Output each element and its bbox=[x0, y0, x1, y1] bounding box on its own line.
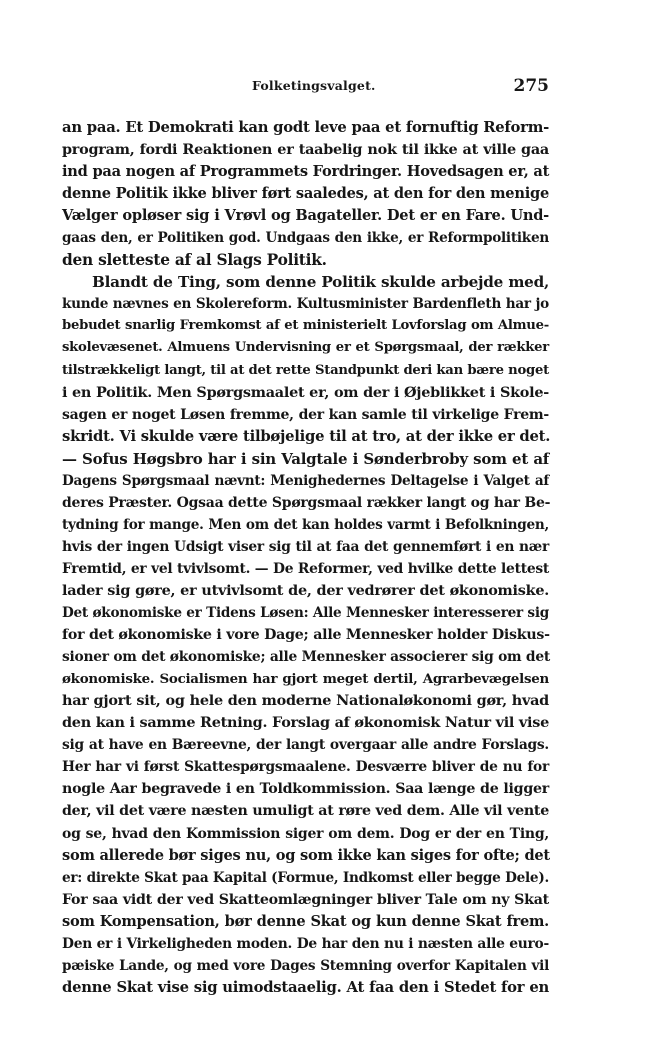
text-line: bebudet snarlig Fremkomst af et ministerielt Lovforslag om Almue- bbox=[62, 318, 549, 334]
text-line: For saa vidt der ved Skatteomlægninger bliver Tale om ny Skat bbox=[62, 891, 549, 908]
text-line: skolevæsenet. Almuens Undervisning er et Spørgsmaal, der rækker bbox=[62, 340, 549, 356]
text-line: som Kompensation, bør denne Skat og kun denne Skat frem. bbox=[62, 912, 549, 930]
page-number: 275 bbox=[513, 76, 549, 96]
text-line: ind paa nogen af Programmets Fordringer. Hovedsagen er, at bbox=[62, 163, 550, 181]
text-line: og se, hvad den Kommission siger om dem. Dog er der en Ting, bbox=[62, 825, 549, 842]
text-line: sig at have en Bæreevne, der langt overgaar alle andre Forslags. bbox=[62, 737, 549, 754]
text-line: tydning for mange. Men om det kan holdes varmt i Befolkningen, bbox=[62, 516, 549, 533]
text-line: hvis der ingen Udsigt viser sig til at faa det gennemført i en nær bbox=[62, 538, 549, 555]
text-line: i en Politik. Men Spørgsmaalet er, om der i Øjeblikket i Skole- bbox=[62, 383, 549, 401]
text-line: har gjort sit, og hele den moderne Nationaløkonomi gør, hvad bbox=[62, 692, 549, 710]
text-line: er: direkte Skat paa Kapital (Formue, Indkomst eller begge Dele). bbox=[62, 869, 549, 886]
running-title: Folketingsvalget. bbox=[252, 78, 376, 93]
page-header bbox=[62, 76, 549, 100]
text-line: — Sofus Høgsbro har i sin Valgtale i Sønderbroby som et af bbox=[62, 449, 549, 468]
text-line: kunde nævnes en Skolereform. Kultusminister Bardenfleth har jo bbox=[62, 296, 549, 313]
text-line: deres Præster. Ogsaa dette Spørgsmaal rækker langt og har Be- bbox=[62, 494, 551, 511]
text-line: den kan i samme Retning. Forslag af økonomisk Natur vil vise bbox=[62, 714, 549, 732]
text-line: Her har vi først Skattespørgsmaalene. Desværre bliver de nu for bbox=[62, 759, 549, 776]
text-line: for det økonomiske i vore Dage; alle Mennesker holder Diskus- bbox=[62, 627, 550, 644]
text-line: an paa. Et Demokrati kan godt leve paa et fornuftig Reform- bbox=[62, 119, 549, 136]
text-line: Fremtid, er vel tvivlsomt. — De Reformer, ved hvilke dette lettest bbox=[62, 560, 549, 577]
text-line: lader sig gøre, er utvivlsomt de, der vedrører det økonomiske. bbox=[62, 581, 549, 599]
text-line: skridt. Vi skulde være tilbøjelige til at tro, at der ikke er det. bbox=[62, 427, 551, 445]
text-line: økonomiske. Socialismen har gjort meget dertil, Agrarbevægelsen bbox=[62, 671, 549, 688]
text-line: Blandt de Ting, som denne Politik skulde arbejde med, bbox=[92, 273, 549, 292]
text-line: Det økonomiske er Tidens Løsen: Alle Mennesker interesserer sig bbox=[62, 605, 549, 622]
text-line: Vælger opløser sig i Vrøvl og Bagateller. Det er en Fare. Und- bbox=[62, 207, 549, 225]
text-line: sagen er noget Løsen fremme, der kan samle til virkelige Frem- bbox=[62, 406, 549, 423]
text-line: nogle Aar begravede i en Toldkommission. Saa længe de ligger bbox=[62, 781, 549, 798]
body-text bbox=[62, 117, 549, 999]
text-line: gaas den, er Politiken god. Undgaas den ikke, er Reformpolitiken bbox=[62, 230, 549, 247]
text-line: denne Skat vise sig uimodstaaelig. At faa den i Stedet for en bbox=[62, 978, 549, 996]
text-line: Dagens Spørgsmaal nævnt: Menighedernes Deltagelse i Valget af bbox=[62, 472, 549, 489]
text-line: tilstrækkeligt langt, til at det rette Standpunkt deri kan bære noget bbox=[62, 362, 549, 378]
text-line: som allerede bør siges nu, og som ikke kan siges for ofte; det bbox=[62, 846, 550, 864]
text-line: den sletteste af al Slags Politik. bbox=[62, 251, 327, 270]
text-line: der, vil det være næsten umuligt at røre ved dem. Alle vil vente bbox=[62, 803, 549, 820]
text-line: sioner om det økonomiske; alle Mennesker associerer sig om det bbox=[62, 649, 550, 666]
text-line: denne Politik ikke bliver ført saaledes, at den for den menige bbox=[62, 185, 549, 203]
text-line: program, fordi Reaktionen er taabelig nok til ikke at ville gaa bbox=[62, 141, 549, 159]
text-line: Den er i Virkeligheden moden. De har den nu i næsten alle euro- bbox=[62, 935, 549, 952]
text-line: pæiske Lande, og med vore Dages Stemning overfor Kapitalen vil bbox=[62, 957, 549, 974]
